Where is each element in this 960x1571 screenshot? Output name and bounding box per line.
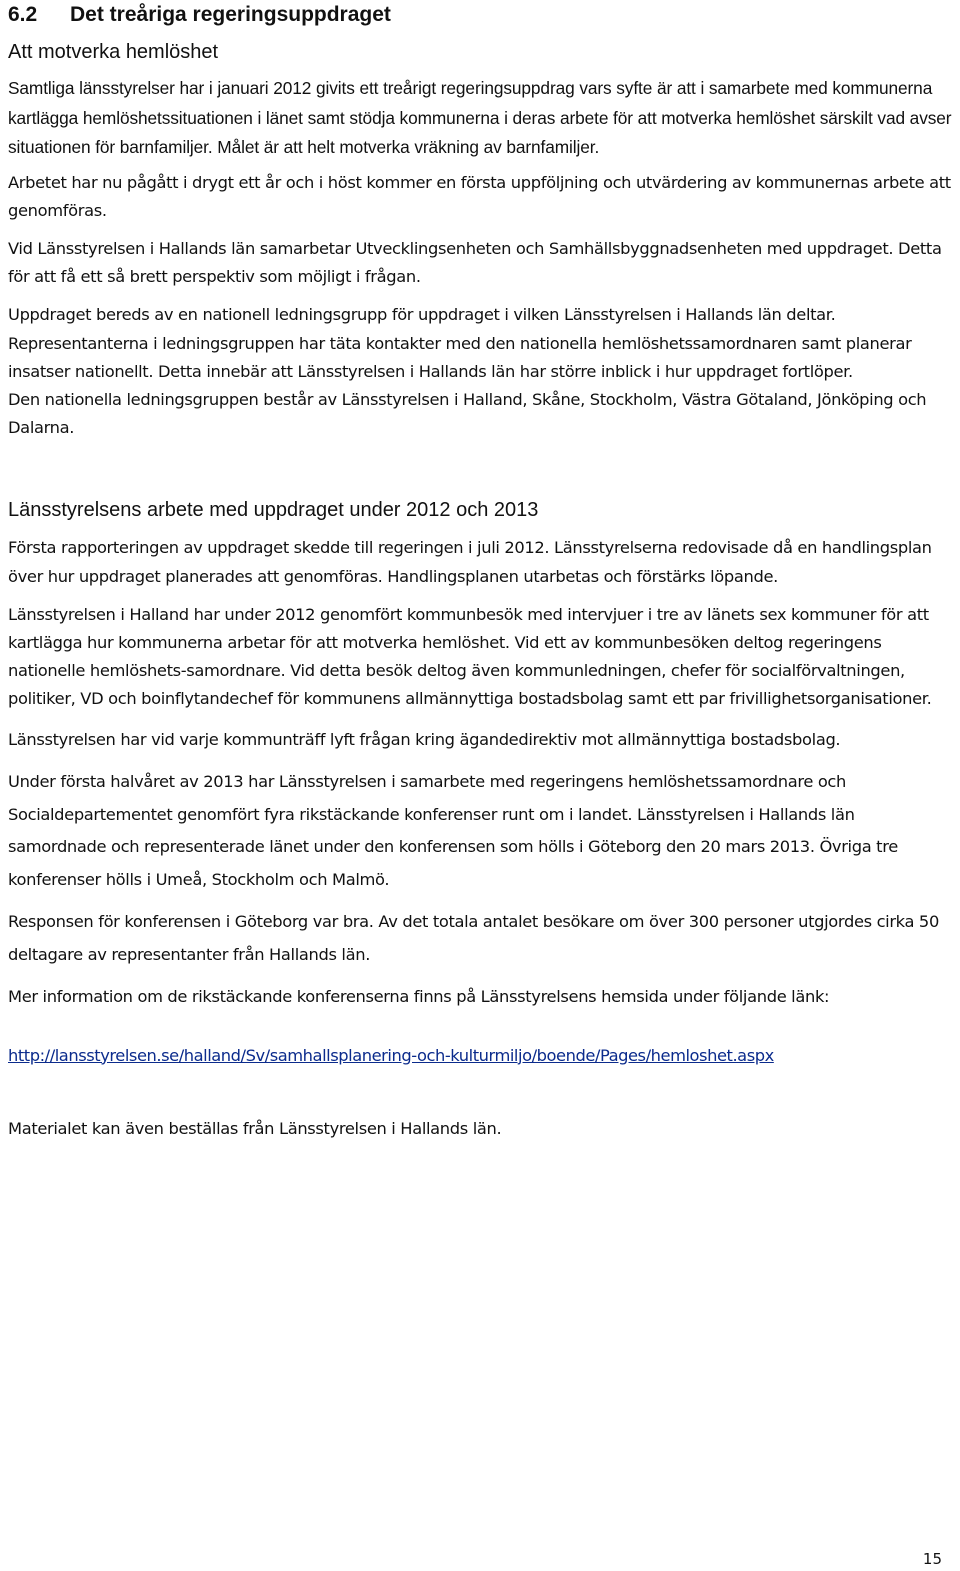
paragraph: Länsstyrelsen har vid varje kommunträff lyft frågan kring ägandedirektiv mot allmännyttiga bostadsbolag. bbox=[8, 729, 841, 749]
section-heading bbox=[8, 0, 954, 29]
paragraph: Länsstyrelsen i Halland har under 2012 genomfört kommunbesök med intervjuer i tre av länets sex kommuner för att kartlägga hur kommunerna arbetar för att motverka hemlöshet. Vid ett av kommunbesöken deltog regeringens nationelle hemlöshets-samordnare. Vid detta besök deltog även kommunledningen, chefer för socialförvaltningen, politiker, VD och boinflytandechef för kommunens allmännyttiga bostadsbolag samt ett par frivillighetsorganisationer. bbox=[8, 604, 932, 709]
subsection-heading: Länsstyrelsens arbete med uppdraget under 2012 och 2013 bbox=[8, 499, 539, 522]
section-subtitle: Att motverka hemlöshet bbox=[8, 41, 219, 63]
document-page bbox=[8, 0, 954, 1153]
paragraph: Första rapporteringen av uppdraget skedde till regeringen i juli 2012. Länsstyrelserna redovisade då en handlingsplan över hur uppdraget planerades att genomföras. Handlingsplanen utarbetas och förstärks löpande. bbox=[8, 538, 932, 586]
paragraph: Mer information om de rikstäckande konferenserna finns på Länsstyrelsens hemsida under följande länk: bbox=[8, 987, 830, 1007]
page-number: 15 bbox=[922, 1550, 942, 1568]
paragraph: Responsen för konferensen i Göteborg var bra. Av det totala antalet besökare om över 300 personer utgjordes cirka 50 deltagare av representanter från Hallands län. bbox=[8, 912, 939, 964]
paragraph: Under första halvåret av 2013 har Länsstyrelsen i samarbete med regeringens hemlöshetssamordnare och Socialdepartementet genomfört fyra rikstäckande konferenser runt om i landet. Länsstyrelsen i Hallands län samordnade och representerade länet under den konferensen som hölls i Göteborg den 20 mars 2013. Övriga tre konferenser hölls i Umeå, Stockholm och Malmö. bbox=[8, 772, 898, 889]
paragraph: Arbetet har nu pågått i drygt ett år och i höst kommer en första uppföljning och utvärdering av kommunernas arbete att genomföras. bbox=[8, 172, 951, 220]
paragraph: Den nationella ledningsgruppen består av Länsstyrelsen i Halland, Skåne, Stockholm, Västra Götaland, Jönköping och Dalarna. bbox=[8, 389, 927, 438]
hemloshet-link[interactable]: http://lansstyrelsen.se/halland/Sv/samhallsplanering-och-kulturmiljo/boende/Pages/hemloshet.aspx bbox=[8, 1045, 774, 1065]
section-number: 6.2 bbox=[8, 3, 38, 26]
closing-paragraph: Materialet kan även beställas från Länsstyrelsen i Hallands län. bbox=[8, 1118, 502, 1138]
paragraph: Vid Länsstyrelsen i Hallands län samarbetar Utvecklingsenheten och Samhällsbyggnadsenheten med uppdraget. Detta för att få ett så brett perspektiv som möjligt i frågan. bbox=[8, 238, 942, 287]
paragraph: Uppdraget bereds av en nationell ledningsgrupp för uppdraget i vilken Länsstyrelsen i Hallands län deltar. Representanterna i ledningsgruppen har täta kontakter med den nationella hemlöshetssamordnaren samt planerar insatser nationellt. Detta innebär att Länsstyrelsen i Hallands län har större inblick i hur uppdraget fortlöper. bbox=[8, 305, 912, 381]
intro-paragraph: Samtliga länsstyrelser har i januari 2012 givits ett treårigt regeringsuppdrag vars syfte är att i samarbete med kommunerna kartlägga hemlöshetssituationen i länet samt stödja kommunerna i deras arbete för att motverka hemlöshet särskilt vad avser situationen för barnfamiljer. Målet är att helt motverka vräkning av barnfamiljer. bbox=[8, 78, 952, 157]
section-title: Det treåriga regeringsuppdraget bbox=[70, 3, 391, 26]
